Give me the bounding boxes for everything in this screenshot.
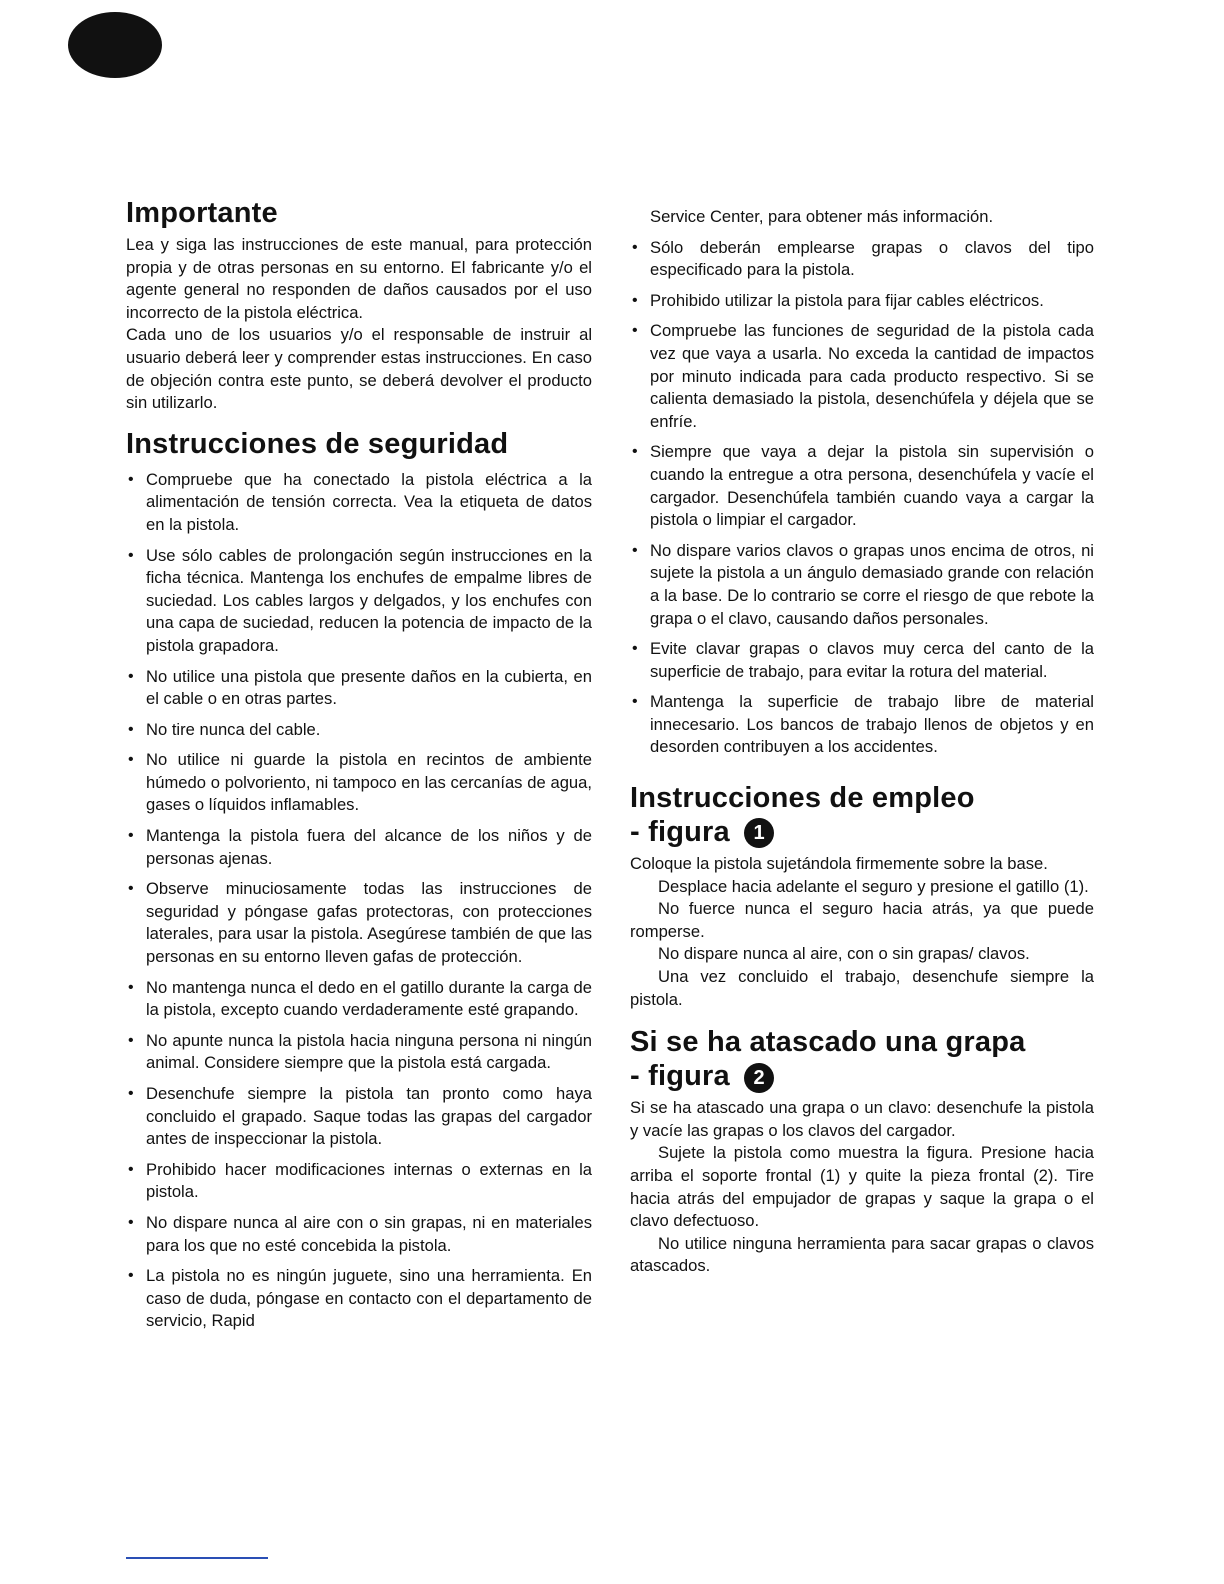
safety-item: • No mantenga nunca el dedo en el gatillo durante la carga de la pistola, excepto cuando verdaderamente esté grapando. — [128, 977, 592, 1020]
bullet-icon: • — [128, 546, 134, 564]
bullet-icon: • — [128, 667, 134, 685]
footer-rule — [126, 1557, 268, 1559]
left-column — [126, 196, 592, 1341]
safety-item: • Desenchufe siempre la pistola tan pronto como haya concluido el grapado. Saque todas las grapas del cargador antes de inspeccionar la pistola. — [128, 1084, 592, 1149]
safety-item: • Compruebe que ha conectado la pistola eléctrica a la alimentación de tensión correcta. Vea la etiqueta de datos en la pistola. — [128, 469, 592, 534]
safety-list — [126, 469, 592, 1333]
bullet-icon: • — [128, 751, 134, 769]
safety-item: • No apunte nunca la pistola hacia ninguna persona ni ningún animal. Considere siempre que la pistola está cargada. — [128, 1030, 592, 1073]
bullet-icon: • — [128, 1031, 134, 1049]
atascado-heading — [630, 1025, 1094, 1093]
safety-item: • Siempre que vaya a dejar la pistola sin supervisión o cuando la entregue a otra persona, desenchúfela y vacíe el cargador. Desenchúfela también cuando vaya a cargar la pistola o limpiar el cargador. — [632, 442, 1094, 530]
atascado-paragraph-2: Sujete la pistola como muestra la figura. Presione hacia arriba el soporte frontal (1) y quite la pieza frontal (2). Tire hacia atrás del empujador de grapas y saque la grapa o el clavo defectuoso. — [630, 1143, 1094, 1231]
empleo-paragraph-1: Coloque la pistola sujetándola firmemente sobre la base. — [630, 854, 1048, 874]
empleo-heading — [630, 781, 1094, 849]
safety-item: • Compruebe las funciones de seguridad de la pistola cada vez que vaya a usarla. No exceda la cantidad de impactos por minuto indicada para cada producto respectivo. Si se calienta demasiado la pistola, desenchúfela y déjela que se enfríe. — [632, 321, 1094, 431]
safety-item: • Use sólo cables de prolongación según instrucciones en la ficha técnica. Mantenga los enchufes de empalme libres de suciedad. Los cables largos y delgados, y los enchufes con una capa de suciedad, reducen la potencia de impacto de la pistola grapadora. — [128, 545, 592, 655]
bullet-icon: • — [632, 640, 638, 658]
bullet-icon: • — [128, 978, 134, 996]
safety-item: • No dispare nunca al aire con o sin grapas, ni en materiales para los que no esté concebida la pistola. — [128, 1212, 592, 1255]
empleo-paragraph-3: No fuerce nunca el seguro hacia atrás, ya que puede romperse. — [630, 899, 1094, 941]
bullet-icon: • — [128, 880, 134, 898]
safety-item: • No utilice una pistola que presente daños en la cubierta, en el cable o en otras partes. — [128, 666, 592, 709]
bullet-icon: • — [128, 827, 134, 845]
seguridad-heading: Instrucciones de seguridad — [126, 427, 509, 460]
safety-item: • No tire nunca del cable. — [126, 719, 592, 742]
atascado-heading-line1: Si se ha atascado una grapa — [630, 1026, 1026, 1059]
empleo-paragraph-5: Una vez concluido el trabajo, desenchufe siempre la pistola. — [630, 967, 1094, 1009]
bullet-icon: • — [632, 443, 638, 461]
safety-item: • No utilice ni guarde la pistola en recintos de ambiente húmedo o polvoriento, ni tampoco en las cercanías de agua, gases o líquidos inflamables. — [128, 750, 592, 815]
atascado-heading-line2: - figura — [630, 1060, 730, 1093]
bullet-icon: • — [128, 1160, 134, 1178]
safety-item: • Observe minuciosamente todas las instrucciones de seguridad y póngase gafas protectoras, con protecciones laterales, para usar la pistola. Asegúrese también de que las personas en su entorno lleven gafas de protección. — [128, 879, 592, 967]
bullet-icon: • — [128, 1085, 134, 1102]
bullet-icon: • — [128, 470, 134, 488]
safety-item: • Prohibido utilizar la pistola para fijar cables eléctricos. — [630, 290, 1094, 313]
importante-heading: Importante — [126, 197, 278, 229]
empleo-paragraph-2: Desplace hacia adelante el seguro y presione el gatillo (1). — [658, 876, 1089, 896]
right-column — [630, 206, 1094, 1278]
bullet-icon: • — [632, 693, 638, 711]
safety-item: • La pistola no es ningún juguete, sino una herramienta. En caso de duda, póngase en contacto con el departamento de servicio, Rapid — [128, 1266, 592, 1331]
empleo-paragraph-4: No dispare nunca al aire, con o sin grapas/ clavos. — [658, 944, 1030, 964]
safety-list-continued — [630, 237, 1094, 759]
safety-item-continuation: Service Center, para obtener más información. — [650, 207, 994, 226]
figure-1-badge: 1 — [744, 818, 774, 848]
atascado-paragraph-3: No utilice ninguna herramienta para sacar grapas o clavos atascados. — [630, 1233, 1094, 1276]
importante-paragraph-1: Lea y siga las instrucciones de este manual, para protección propia y de otras personas en su entorno. El fabricante y/o el agente general no responden de daños causados por el uso incorrecto de la pistola eléctrica. — [126, 235, 592, 322]
figure-2-badge: 2 — [744, 1063, 774, 1093]
bullet-icon: • — [632, 291, 638, 309]
empleo-section — [630, 781, 1094, 1011]
safety-item: • Mantenga la pistola fuera del alcance de los niños y de personas ajenas. — [128, 826, 592, 868]
bullet-icon: • — [632, 322, 638, 340]
empleo-heading-line1: Instrucciones de empleo — [630, 782, 975, 815]
bullet-icon: • — [128, 1213, 134, 1231]
bullet-icon: • — [632, 238, 638, 256]
safety-item: • No dispare varios clavos o grapas unos encima de otros, ni sujete la pistola a un ángulo demasiado grande con relación a la base. De lo contrario se corre el riesgo de que rebote la grapa o el clavo, causando daños personales. — [632, 540, 1094, 628]
bullet-icon: • — [128, 720, 134, 738]
bullet-icon: • — [632, 541, 638, 559]
safety-item: • Evite clavar grapas o clavos muy cerca del canto de la superficie de trabajo, para evitar la rotura del material. — [632, 639, 1094, 681]
empleo-heading-line2: - figura — [630, 816, 730, 849]
safety-item: • Mantenga la superficie de trabajo libre de material innecesario. Los bancos de trabajo llenos de objetos y en desorden contribuyen a los accidentes. — [632, 692, 1094, 757]
atascado-section — [630, 1025, 1094, 1278]
atascado-paragraph-1: Si se ha atascado una grapa o un clavo: desenchufe la pistola y vacíe las grapas o los clavos del cargador. — [630, 1098, 1094, 1140]
language-tab-marker — [68, 12, 162, 78]
bullet-icon: • — [128, 1267, 134, 1285]
importante-paragraph-2: Cada uno de los usuarios y/o el responsable de instruir al usuario deberá leer y comprender estas instrucciones. En caso de objeción contra este punto, se deberá devolver el producto sin utilizarlo. — [126, 325, 592, 413]
safety-item: • Prohibido hacer modificaciones internas o externas en la pistola. — [128, 1159, 592, 1202]
safety-item: • Sólo deberán emplearse grapas o clavos del tipo especificado para la pistola. — [632, 237, 1094, 280]
